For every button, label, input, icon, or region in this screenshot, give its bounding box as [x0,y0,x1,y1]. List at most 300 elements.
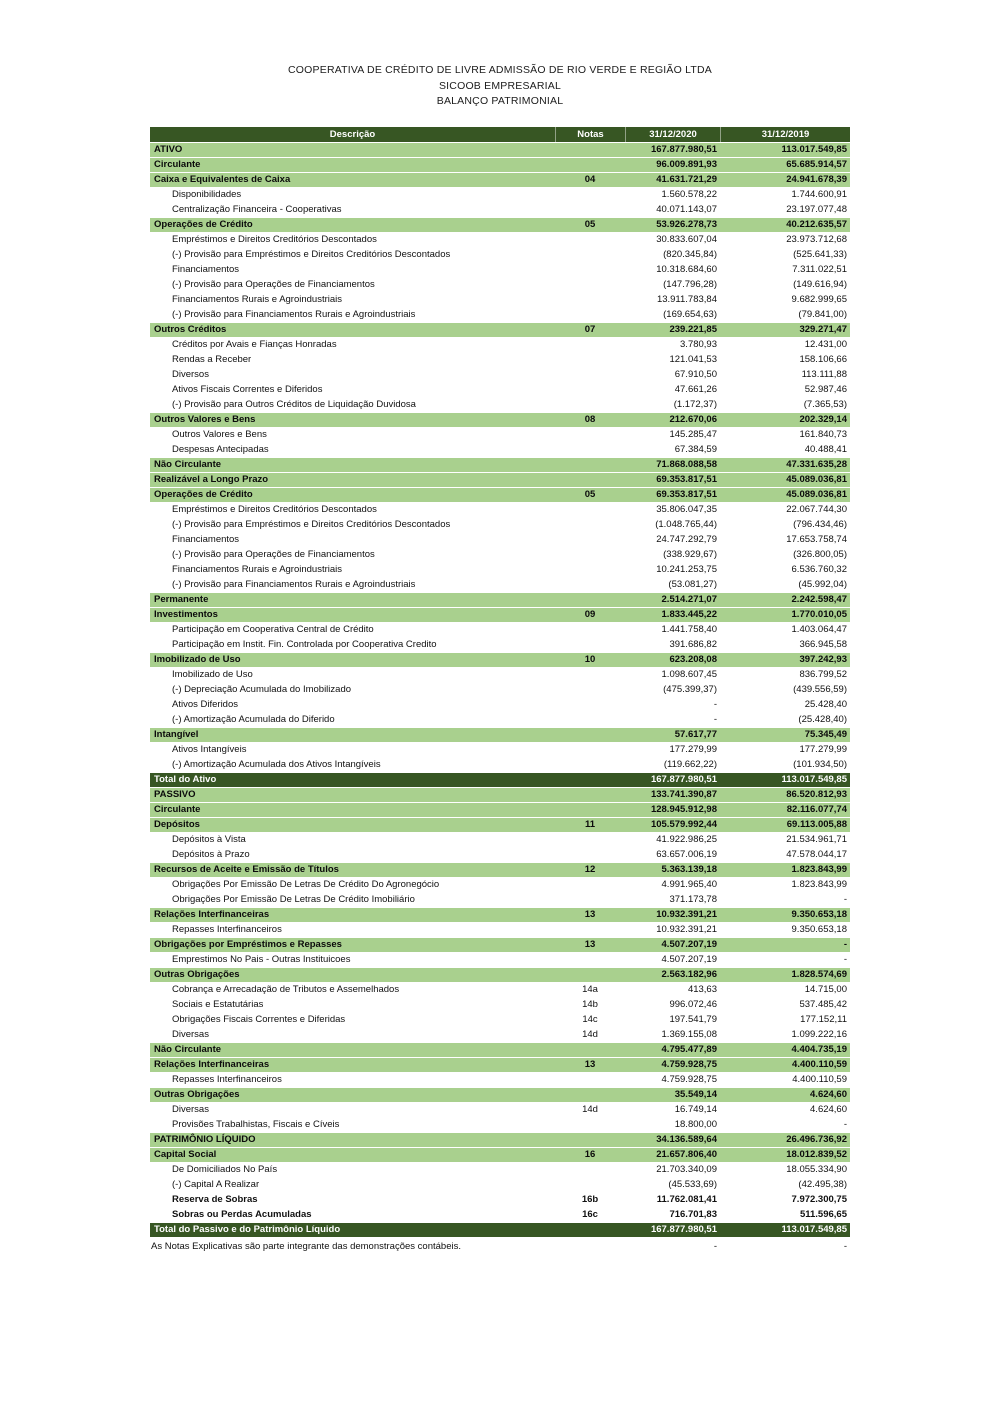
row-nota [555,758,625,772]
row-value-2020: (119.662,22) [663,759,717,770]
row-nota: 04 [584,174,596,185]
row-value-2019: 202.329,14 [799,414,847,425]
row-nota [555,518,625,532]
row-label: (-) Provisão para Financiamentos Rurais e Agroindustriais [172,579,416,590]
row-value-2019: 366.945,58 [799,639,847,650]
row-label: Repasses Interfinanceiros [172,924,282,935]
table-row [150,743,850,758]
row-value-2019: 40.212.635,57 [786,219,847,230]
row-label: (-) Capital A Realizar [172,1179,260,1190]
row-value-2019: (326.800,05) [793,549,847,560]
row-value-2020: 371.173,78 [669,894,717,905]
footnote-nota [555,1240,625,1255]
row-value-2020: 1.560.578,22 [661,189,717,200]
row-nota [555,368,625,382]
row-label: Disponibilidades [172,189,242,200]
row-nota [555,773,625,787]
row-value-2020: 121.041,53 [669,354,717,365]
row-label: Repasses Interfinanceiros [172,1074,282,1085]
table-row [150,818,850,833]
row-nota [555,533,625,547]
row-label: PATRIMÔNIO LÍQUIDO [154,1134,256,1145]
table-row [150,668,850,683]
row-nota [555,683,625,697]
row-value-2019: 52.987,46 [804,384,847,395]
row-label: Provisões Trabalhistas, Fiscais e Cíveis [172,1119,340,1130]
table-row [150,518,850,533]
row-nota [555,623,625,637]
row-nota [555,893,625,907]
table-row [150,1073,850,1088]
table-row [150,338,850,353]
table-row [150,1148,850,1163]
row-value-2019: 4.400.110,59 [792,1074,847,1085]
row-value-2020: 391.686,82 [669,639,717,650]
row-nota [555,668,625,682]
row-value-2020: (53.081,27) [668,579,717,590]
row-nota [555,233,625,247]
row-label: Realizável a Longo Prazo [154,474,269,485]
row-label: Participação em Cooperativa Central de Crédito [172,624,374,635]
row-value-2019: 45.089.036,81 [786,474,847,485]
row-value-2020: 128.945.912,98 [650,804,717,815]
row-nota: 14a [582,984,598,995]
row-value-2020: 623.208,08 [669,654,717,665]
row-nota [555,833,625,847]
table-row [150,1178,850,1193]
table-row [150,1133,850,1148]
table-row [150,593,850,608]
row-label: Cobrança e Arrecadação de Tributos e Assemelhados [172,984,400,995]
row-value-2019: - [843,894,847,905]
row-label: Total do Passivo e do Patrimônio Líquido [154,1224,341,1235]
row-label: Créditos por Avais e Fianças Honradas [172,339,337,350]
row-label: Ativos Fiscais Correntes e Diferidos [172,384,323,395]
row-nota: 14c [582,1014,598,1025]
row-label: Total do Ativo [154,774,217,785]
row-value-2020: 996.072,46 [669,999,717,1010]
row-nota [555,698,625,712]
table-row [150,443,850,458]
table-row [150,263,850,278]
row-value-2020: 13.911.783,84 [656,294,717,305]
row-nota [555,1073,625,1087]
table-row [150,653,850,668]
row-value-2019: 69.113.005,88 [786,819,847,830]
row-label: Permanente [154,594,209,605]
row-value-2020: 1.369.155,08 [661,1029,717,1040]
row-label: (-) Provisão para Financiamentos Rurais e Agroindustriais [172,309,416,320]
row-value-2020: (475.399,37) [663,684,717,695]
table-row [150,173,850,188]
row-value-2019: 4.624,60 [810,1104,847,1115]
table-row [150,803,850,818]
row-value-2019: 4.624,60 [810,1089,847,1100]
row-value-2019: 17.653.758,74 [786,534,847,545]
row-nota: 14d [582,1029,598,1040]
table-row [150,833,850,848]
row-value-2020: 67.384,59 [674,444,717,455]
row-label: Relações Interfinanceiras [154,1059,270,1070]
table-row [150,728,850,743]
row-value-2019: 158.106,66 [799,354,847,365]
row-value-2019: 45.089.036,81 [786,489,847,500]
company-name: COOPERATIVA DE CRÉDITO DE LIVRE ADMISSÃO DE RIO VERDE E REGIÃO LTDA [288,64,712,76]
row-value-2019: 7.311.022,51 [792,264,847,275]
table-row [150,893,850,908]
row-nota [555,1133,625,1147]
row-value-2019: 2.242.598,47 [791,594,847,605]
row-nota: 05 [584,219,596,230]
row-label: Empréstimos e Direitos Creditórios Descontados [172,234,377,245]
row-label: (-) Provisão para Operações de Financiamentos [172,279,375,290]
row-value-2019: (25.428,40) [798,714,847,725]
row-label: Não Circulante [154,1044,222,1055]
table-row [150,1103,850,1118]
table-row [150,143,850,158]
row-nota [555,248,625,262]
table-row [150,533,850,548]
table-row [150,368,850,383]
row-value-2019: - [843,1119,847,1130]
row-value-2020: 133.741.390,87 [650,789,717,800]
footnote-value-2020: - [713,1241,717,1252]
table-row [150,233,850,248]
row-value-2019: 177.152,11 [800,1014,847,1025]
brand-name: SICOOB EMPRESARIAL [438,79,562,92]
footnote-row [150,1240,850,1255]
table-row [150,473,850,488]
row-value-2020: 24.747.292,79 [656,534,717,545]
row-value-2019: (79.841,00) [798,309,847,320]
row-nota: 07 [584,324,596,335]
row-value-2019: (42.495,38) [798,1179,847,1190]
row-label: Recursos de Aceite e Emissão de Títulos [154,864,339,875]
row-label: Emprestimos No Pais - Outras Instituicoes [172,954,351,965]
row-value-2020: 63.657.006,19 [656,849,717,860]
table-row [150,1193,850,1208]
table-row [150,398,850,413]
table-row [150,638,850,653]
row-value-2020: 21.657.806,40 [656,1149,717,1160]
row-nota: 05 [584,489,596,500]
row-value-2020: 212.670,06 [669,414,717,425]
row-value-2019: 1.823.843,99 [791,879,847,890]
row-nota [555,1118,625,1132]
row-nota [555,1223,625,1237]
row-nota [555,338,625,352]
row-nota [555,788,625,802]
row-value-2019: 14.715,00 [804,984,847,995]
row-value-2019: (149.616,94) [793,279,847,290]
row-nota [555,263,625,277]
row-label: (-) Provisão para Empréstimos e Direitos Creditórios Descontados [172,519,451,530]
row-value-2019: (796.434,46) [793,519,847,530]
row-label: Reserva de Sobras [172,1194,258,1205]
table-row [150,428,850,443]
row-value-2020: 716.701,83 [669,1209,717,1220]
table-row [150,488,850,503]
row-label: Imobilizado de Uso [172,669,253,680]
row-value-2020: 16.749,14 [674,1104,717,1115]
table-row [150,188,850,203]
row-value-2019: 511.596,65 [799,1209,847,1220]
row-value-2020: 96.009.891,93 [656,159,717,170]
row-value-2020: 2.514.271,07 [661,594,717,605]
row-nota: 16c [582,1209,598,1220]
row-label: Circulante [154,804,201,815]
row-nota [555,848,625,862]
row-value-2019: 26.496.736,92 [786,1134,847,1145]
row-label: Caixa e Equivalentes de Caixa [154,174,291,185]
row-label: Obrigações Por Emissão De Letras De Crédito Do Agronegócio [172,879,440,890]
row-label: Diversas [172,1029,209,1040]
row-value-2020: - [713,699,717,710]
report-title: BALANÇO PATRIMONIAL [436,95,564,107]
row-label: Ativos Intangíveis [172,744,247,755]
table-row [150,683,850,698]
table-row [150,998,850,1013]
row-value-2019: 537.485,42 [799,999,847,1010]
row-label: Financiamentos [172,534,240,545]
row-value-2019: 23.973.712,68 [786,234,847,245]
row-nota: 08 [584,414,596,425]
row-label: (-) Provisão para Empréstimos e Direitos Creditórios Descontados [172,249,451,260]
row-value-2020: 67.910,50 [674,369,717,380]
table-row [150,1043,850,1058]
row-value-2020: 3.780,93 [680,339,717,350]
row-label: Financiamentos Rurais e Agroindustriais [172,564,343,575]
table-row [150,758,850,773]
row-nota [555,428,625,442]
row-value-2020: 4.759.928,75 [661,1059,717,1070]
table-row [150,983,850,998]
table-row [150,713,850,728]
table-row [150,788,850,803]
row-label: Outros Valores e Bens [154,414,256,425]
row-label: Outros Valores e Bens [172,429,267,440]
row-nota [555,278,625,292]
table-row [150,1118,850,1133]
table-header-row [150,127,850,143]
row-value-2020: 47.661,26 [674,384,717,395]
row-label: Depósitos [154,819,200,830]
row-value-2019: 65.685.914,57 [786,159,847,170]
row-nota [555,1163,625,1177]
row-value-2019: 1.770.010,05 [791,609,847,620]
row-value-2019: 47.331.635,28 [786,459,847,470]
row-value-2019: 7.972.300,75 [791,1194,847,1205]
row-value-2020: 11.762.081,41 [656,1194,717,1205]
row-value-2020: 18.800,00 [674,1119,717,1130]
row-value-2019: 329.271,47 [799,324,847,335]
table-row [150,578,850,593]
row-label: Depósitos à Vista [172,834,246,845]
row-label: Investimentos [154,609,218,620]
row-nota [555,308,625,322]
table-row [150,1223,850,1238]
table-row [150,383,850,398]
row-value-2020: 10.932.391,21 [656,909,717,920]
row-label: Operações de Crédito [154,219,253,230]
row-value-2020: 4.991.965,40 [661,879,717,890]
row-value-2019: - [843,954,847,965]
row-value-2020: 167.877.980,51 [650,1224,717,1235]
footnote-text: As Notas Explicativas são parte integrante das demonstrações contábeis. [151,1241,461,1252]
row-value-2020: 4.507.207,19 [661,954,717,965]
row-nota: 16b [581,1194,599,1205]
row-value-2019: 47.578.044,17 [786,849,847,860]
table-row [150,293,850,308]
row-label: Empréstimos e Direitos Creditórios Descontados [172,504,377,515]
row-value-2020: 1.098.607,45 [661,669,717,680]
row-value-2019: 1.403.064,47 [791,624,847,635]
col-header-descricao: Descrição [329,129,376,140]
row-value-2019: 23.197.077,48 [786,204,847,215]
row-value-2019: 4.404.735,19 [791,1044,847,1055]
row-nota [555,443,625,457]
row-value-2020: (45.533,69) [668,1179,717,1190]
row-value-2020: 197.541,79 [669,1014,717,1025]
table-row [150,1028,850,1043]
table-row [150,563,850,578]
table-row [150,458,850,473]
row-value-2020: (1.172,37) [673,399,717,410]
table-row [150,413,850,428]
row-nota: 12 [584,864,596,875]
row-label: Obrigações por Empréstimos e Repasses [154,939,342,950]
row-value-2019: 21.534.961,71 [786,834,847,845]
row-nota [555,713,625,727]
row-label: De Domiciliados No País [172,1164,278,1175]
row-value-2019: 1.823.843,99 [791,864,847,875]
row-nota [555,503,625,517]
row-value-2020: 10.241.253,75 [656,564,717,575]
row-value-2019: 75.345,49 [804,729,847,740]
table-row [150,353,850,368]
row-label: Capital Social [154,1149,217,1160]
row-value-2020: (820.345,84) [663,249,717,260]
row-nota: 10 [584,654,596,665]
row-nota [555,638,625,652]
row-nota [555,458,625,472]
col-header-2019: 31/12/2019 [720,127,850,142]
row-nota [555,473,625,487]
col-header-notas: Notas [555,127,625,142]
row-value-2019: (7.365,53) [803,399,847,410]
table-row [150,503,850,518]
table-row [150,848,850,863]
row-label: Outros Créditos [154,324,227,335]
table-row [150,938,850,953]
table-row [150,773,850,788]
row-value-2020: 30.833.607,04 [656,234,717,245]
table-row [150,968,850,983]
row-nota [555,728,625,742]
row-value-2020: 34.136.589,64 [656,1134,717,1145]
table-row [150,203,850,218]
row-label: (-) Provisão para Operações de Financiamentos [172,549,375,560]
row-label: Centralização Financeira - Cooperativas [172,204,342,215]
row-label: Intangível [154,729,199,740]
row-value-2020: 69.353.817,51 [656,474,717,485]
row-value-2020: 1.441.758,40 [661,624,717,635]
row-nota [555,743,625,757]
row-value-2020: 167.877.980,51 [650,774,717,785]
row-value-2019: 12.431,00 [804,339,847,350]
table-row [150,953,850,968]
row-value-2019: 24.941.678,39 [786,174,847,185]
row-value-2019: 1.744.600,91 [791,189,847,200]
row-value-2020: 10.318.684,60 [656,264,717,275]
row-value-2019: 177.279,99 [799,744,847,755]
row-value-2019: 9.350.653,18 [791,909,847,920]
row-nota [555,293,625,307]
row-value-2020: (147.796,28) [663,279,717,290]
row-value-2019: 113.017.549,85 [781,1224,847,1235]
row-nota: 13 [584,1059,596,1070]
row-label: Depósitos à Prazo [172,849,250,860]
row-label: Diversos [172,369,209,380]
row-value-2019: 1.099.222,16 [791,1029,847,1040]
table-body [150,143,850,1238]
row-label: PASSIVO [154,789,196,800]
row-value-2020: 177.279,99 [669,744,717,755]
row-value-2019: 397.242,93 [799,654,847,665]
row-value-2019: 9.682.999,65 [791,294,847,305]
row-nota [555,593,625,607]
row-value-2020: (1.048.765,44) [655,519,717,530]
row-value-2020: 69.353.817,51 [656,489,717,500]
row-nota: 14d [582,1104,598,1115]
row-value-2020: 10.932.391,21 [656,924,717,935]
table-row [150,1013,850,1028]
row-label: (-) Depreciação Acumulada do Imobilizado [172,684,352,695]
row-label: (-) Provisão para Outros Créditos de Liquidação Duvidosa [172,399,416,410]
row-nota [555,158,625,172]
row-label: Sobras ou Perdas Acumuladas [172,1209,312,1220]
row-value-2020: 21.703.340,09 [656,1164,717,1175]
row-value-2019: 836.799,52 [799,669,847,680]
row-value-2019: (525.641,33) [793,249,847,260]
row-label: Diversas [172,1104,209,1115]
row-value-2019: (439.556,59) [793,684,847,695]
row-nota [555,953,625,967]
row-value-2019: (45.992,04) [798,579,847,590]
document-header [0,63,1000,110]
row-value-2020: 239.221,85 [669,324,717,335]
row-nota: 09 [584,609,596,620]
row-nota: 11 [584,819,596,830]
row-label: Despesas Antecipadas [172,444,269,455]
row-label: Participação em Instit. Fin. Controlada por Cooperativa Credito [172,639,437,650]
row-value-2020: 4.795.477,89 [661,1044,717,1055]
row-nota [555,923,625,937]
row-value-2020: 105.579.992,44 [650,819,717,830]
row-value-2019: 161.840,73 [799,429,847,440]
row-value-2019: (101.934,50) [793,759,847,770]
table-row [150,248,850,263]
table-row [150,278,850,293]
row-value-2019: 4.400.110,59 [792,1059,847,1070]
table-row [150,1058,850,1073]
row-value-2019: 18.012.839,52 [786,1149,847,1160]
row-value-2020: 40.071.143,07 [656,204,717,215]
table-row [150,1163,850,1178]
row-label: Obrigações Fiscais Correntes e Diferidas [172,1014,346,1025]
row-nota: 13 [584,939,596,950]
row-nota [555,1178,625,1192]
